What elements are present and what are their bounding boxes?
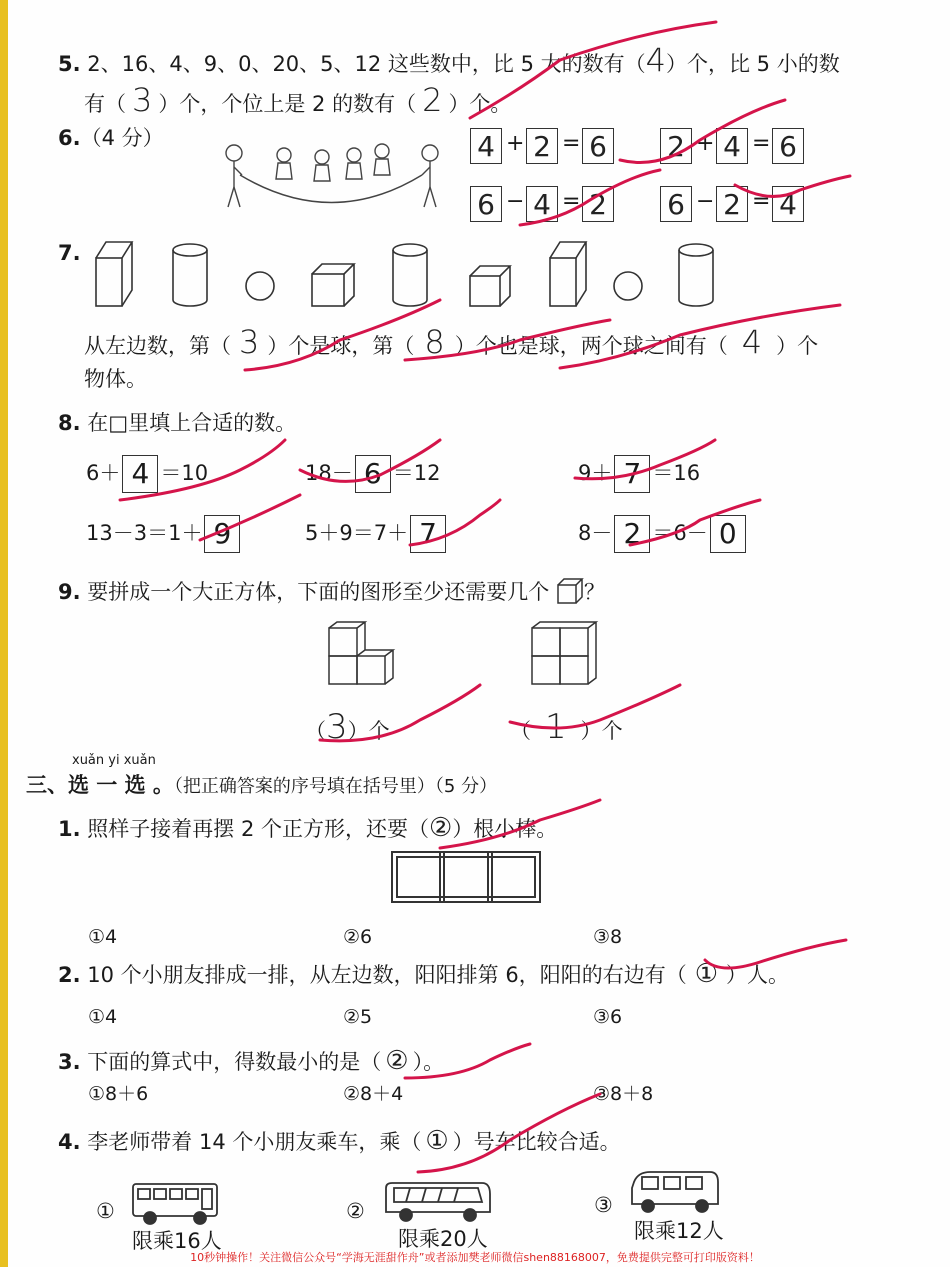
sphere-2 xyxy=(614,272,642,300)
choice-3-question: 3. 下面的算式中，得数最小的是（ ② ）。 xyxy=(58,1046,445,1076)
q8-header: 8. 在□里填上合适的数。 xyxy=(58,411,297,435)
cube-1 xyxy=(312,264,354,306)
option-1: ①4 xyxy=(88,1006,118,1028)
operator: − xyxy=(506,189,525,214)
q6-header: 6.（4 分） xyxy=(58,126,164,150)
cylinder-2 xyxy=(393,244,427,306)
bus-option-1-mark: ① xyxy=(96,1199,115,1223)
choice-1-answer: ② xyxy=(429,813,453,843)
answer-box: 4 xyxy=(526,186,558,222)
answer-box: 6 xyxy=(355,455,391,493)
q9-answer-2-row: （ 1 ）个 xyxy=(510,707,623,747)
answer-box: 7 xyxy=(614,455,650,493)
q7-answer-2: 8 xyxy=(424,323,445,361)
cube-stack-figure-1 xyxy=(325,620,405,690)
answer-box: 7 xyxy=(410,515,446,553)
q8-equation: 5＋9＝7＋ 7 xyxy=(305,515,448,553)
choice-2-answer: ① xyxy=(694,959,719,989)
answer-box: 6 xyxy=(582,128,614,164)
q7-number: 7. xyxy=(58,241,81,265)
q5-line2: 有（ 3 ）个，个位上是 2 的数有（ 2 ）个。 xyxy=(84,81,512,119)
choice-1-question: 1. 照样子接着再摆 2 个正方形，还要（②）根小棒。 xyxy=(58,813,558,843)
q5-line1: 5. 2、16、4、9、0、20、5、12 这些数中，比 5 大的数有（4）个，比 5 小的数 xyxy=(58,41,840,79)
answer-box: 2 xyxy=(582,186,614,222)
option-3: ③6 xyxy=(593,1006,623,1028)
bus-1-icon xyxy=(130,1180,220,1228)
operator: = xyxy=(752,131,771,156)
sphere-1 xyxy=(246,272,274,300)
option-2: ②5 xyxy=(343,1006,373,1028)
q7-shapes-row xyxy=(90,238,730,310)
q7-answer-1: 3 xyxy=(239,323,260,361)
answer-box: 4 xyxy=(716,128,748,164)
operator: = xyxy=(562,189,581,214)
bus-2-icon xyxy=(382,1180,494,1226)
q7-sentence: 从左边数，第（ 3 ）个是球，第（ 8 ）个也是球，两个球之间有（ 4 ）个 xyxy=(84,323,819,361)
q5-answer-2: 3 xyxy=(132,81,153,119)
answer-box: 6 xyxy=(772,128,804,164)
choice-2-question: 2. 10 个小朋友排成一排，从左边数，阳阳排第 6，阳阳的右边有（ ① ）人。 xyxy=(58,959,790,989)
operator: + xyxy=(506,131,525,156)
cylinder-1 xyxy=(173,244,207,306)
option-1: ①8＋6 xyxy=(88,1083,149,1105)
answer-box: 4 xyxy=(772,186,804,222)
q9-header: 9. 要拼成一个大正方体，下面的图形至少还需要几个 ？ xyxy=(58,577,605,606)
operator: = xyxy=(562,131,581,156)
q8-equation: 18－ 6 ＝12 xyxy=(305,455,440,493)
choice-4-question: 4. 李老师带着 14 个小朋友乘车，乘（ ① ）号车比较合适。 xyxy=(58,1126,621,1156)
answer-box: 4 xyxy=(470,128,502,164)
answer-box: 9 xyxy=(204,515,240,553)
bus-option-3-mark: ③ xyxy=(594,1193,613,1217)
option-2: ②8＋4 xyxy=(343,1083,404,1105)
q8-equation: 6＋ 4 ＝10 xyxy=(86,455,208,493)
answer-box: 2 xyxy=(614,515,650,553)
q7-answer-3: 4 xyxy=(741,323,763,361)
answer-box: 2 xyxy=(526,128,558,164)
answer-box: 6 xyxy=(660,186,692,222)
answer-box: 2 xyxy=(716,186,748,222)
rope-skipping-children-illustration xyxy=(212,135,452,215)
q8-equation: 8－ 2 ＝6－ 0 xyxy=(578,515,748,553)
van-3-icon xyxy=(628,1168,724,1218)
cylinder-3 xyxy=(679,244,713,306)
small-cube-icon xyxy=(556,577,584,605)
rect-prism-2 xyxy=(550,242,586,306)
choice-4-answer: ① xyxy=(425,1126,449,1156)
section3-title: 三、选 一 选 。（把正确答案的序号填在括号里）（5 分） xyxy=(26,773,498,797)
bus-1-label: 限乘16人 xyxy=(132,1229,222,1253)
rect-prism-1 xyxy=(96,242,132,306)
bus-2-label: 限乘20人 xyxy=(398,1227,488,1251)
q9-answer-1-row: （3）个 xyxy=(305,707,390,747)
page-edge xyxy=(0,0,8,1267)
matchstick-squares-figure xyxy=(388,848,544,906)
q5-answer-1: 4 xyxy=(645,41,666,79)
operator: + xyxy=(696,131,715,156)
choice-3-answer: ② xyxy=(385,1046,409,1076)
bus-option-2-mark: ② xyxy=(346,1199,365,1223)
operator: − xyxy=(696,189,715,214)
q5-answer-3: 2 xyxy=(422,81,443,119)
q7-sentence-end: 物体。 xyxy=(84,367,147,391)
cube-stack-figure-2 xyxy=(528,620,608,690)
q8-equation: 9＋ 7 ＝16 xyxy=(578,455,700,493)
q9-answer-2: 1 xyxy=(545,707,567,747)
section3-pinyin: xuǎn yi xuǎn xyxy=(72,753,156,768)
option-3: ③8＋8 xyxy=(593,1083,654,1105)
operator: = xyxy=(752,189,771,214)
footer-note: 10秒钟操作！关注微信公众号“学海无涯甜作舟”或者添加樊老师微信shen88168007，免费提供完整可打印版资料！ xyxy=(190,1251,760,1264)
bus-3-label: 限乘12人 xyxy=(634,1219,724,1243)
answer-box: 0 xyxy=(710,515,746,553)
q8-equation: 13－3＝1＋ 9 xyxy=(86,515,242,553)
answer-box: 2 xyxy=(660,128,692,164)
answer-box: 4 xyxy=(122,455,158,493)
option-1: ①4 xyxy=(88,926,118,948)
q9-answer-1: 3 xyxy=(326,707,348,747)
answer-box: 6 xyxy=(470,186,502,222)
option-3: ③8 xyxy=(593,926,623,948)
option-2: ②6 xyxy=(343,926,373,948)
cube-2 xyxy=(470,266,510,306)
